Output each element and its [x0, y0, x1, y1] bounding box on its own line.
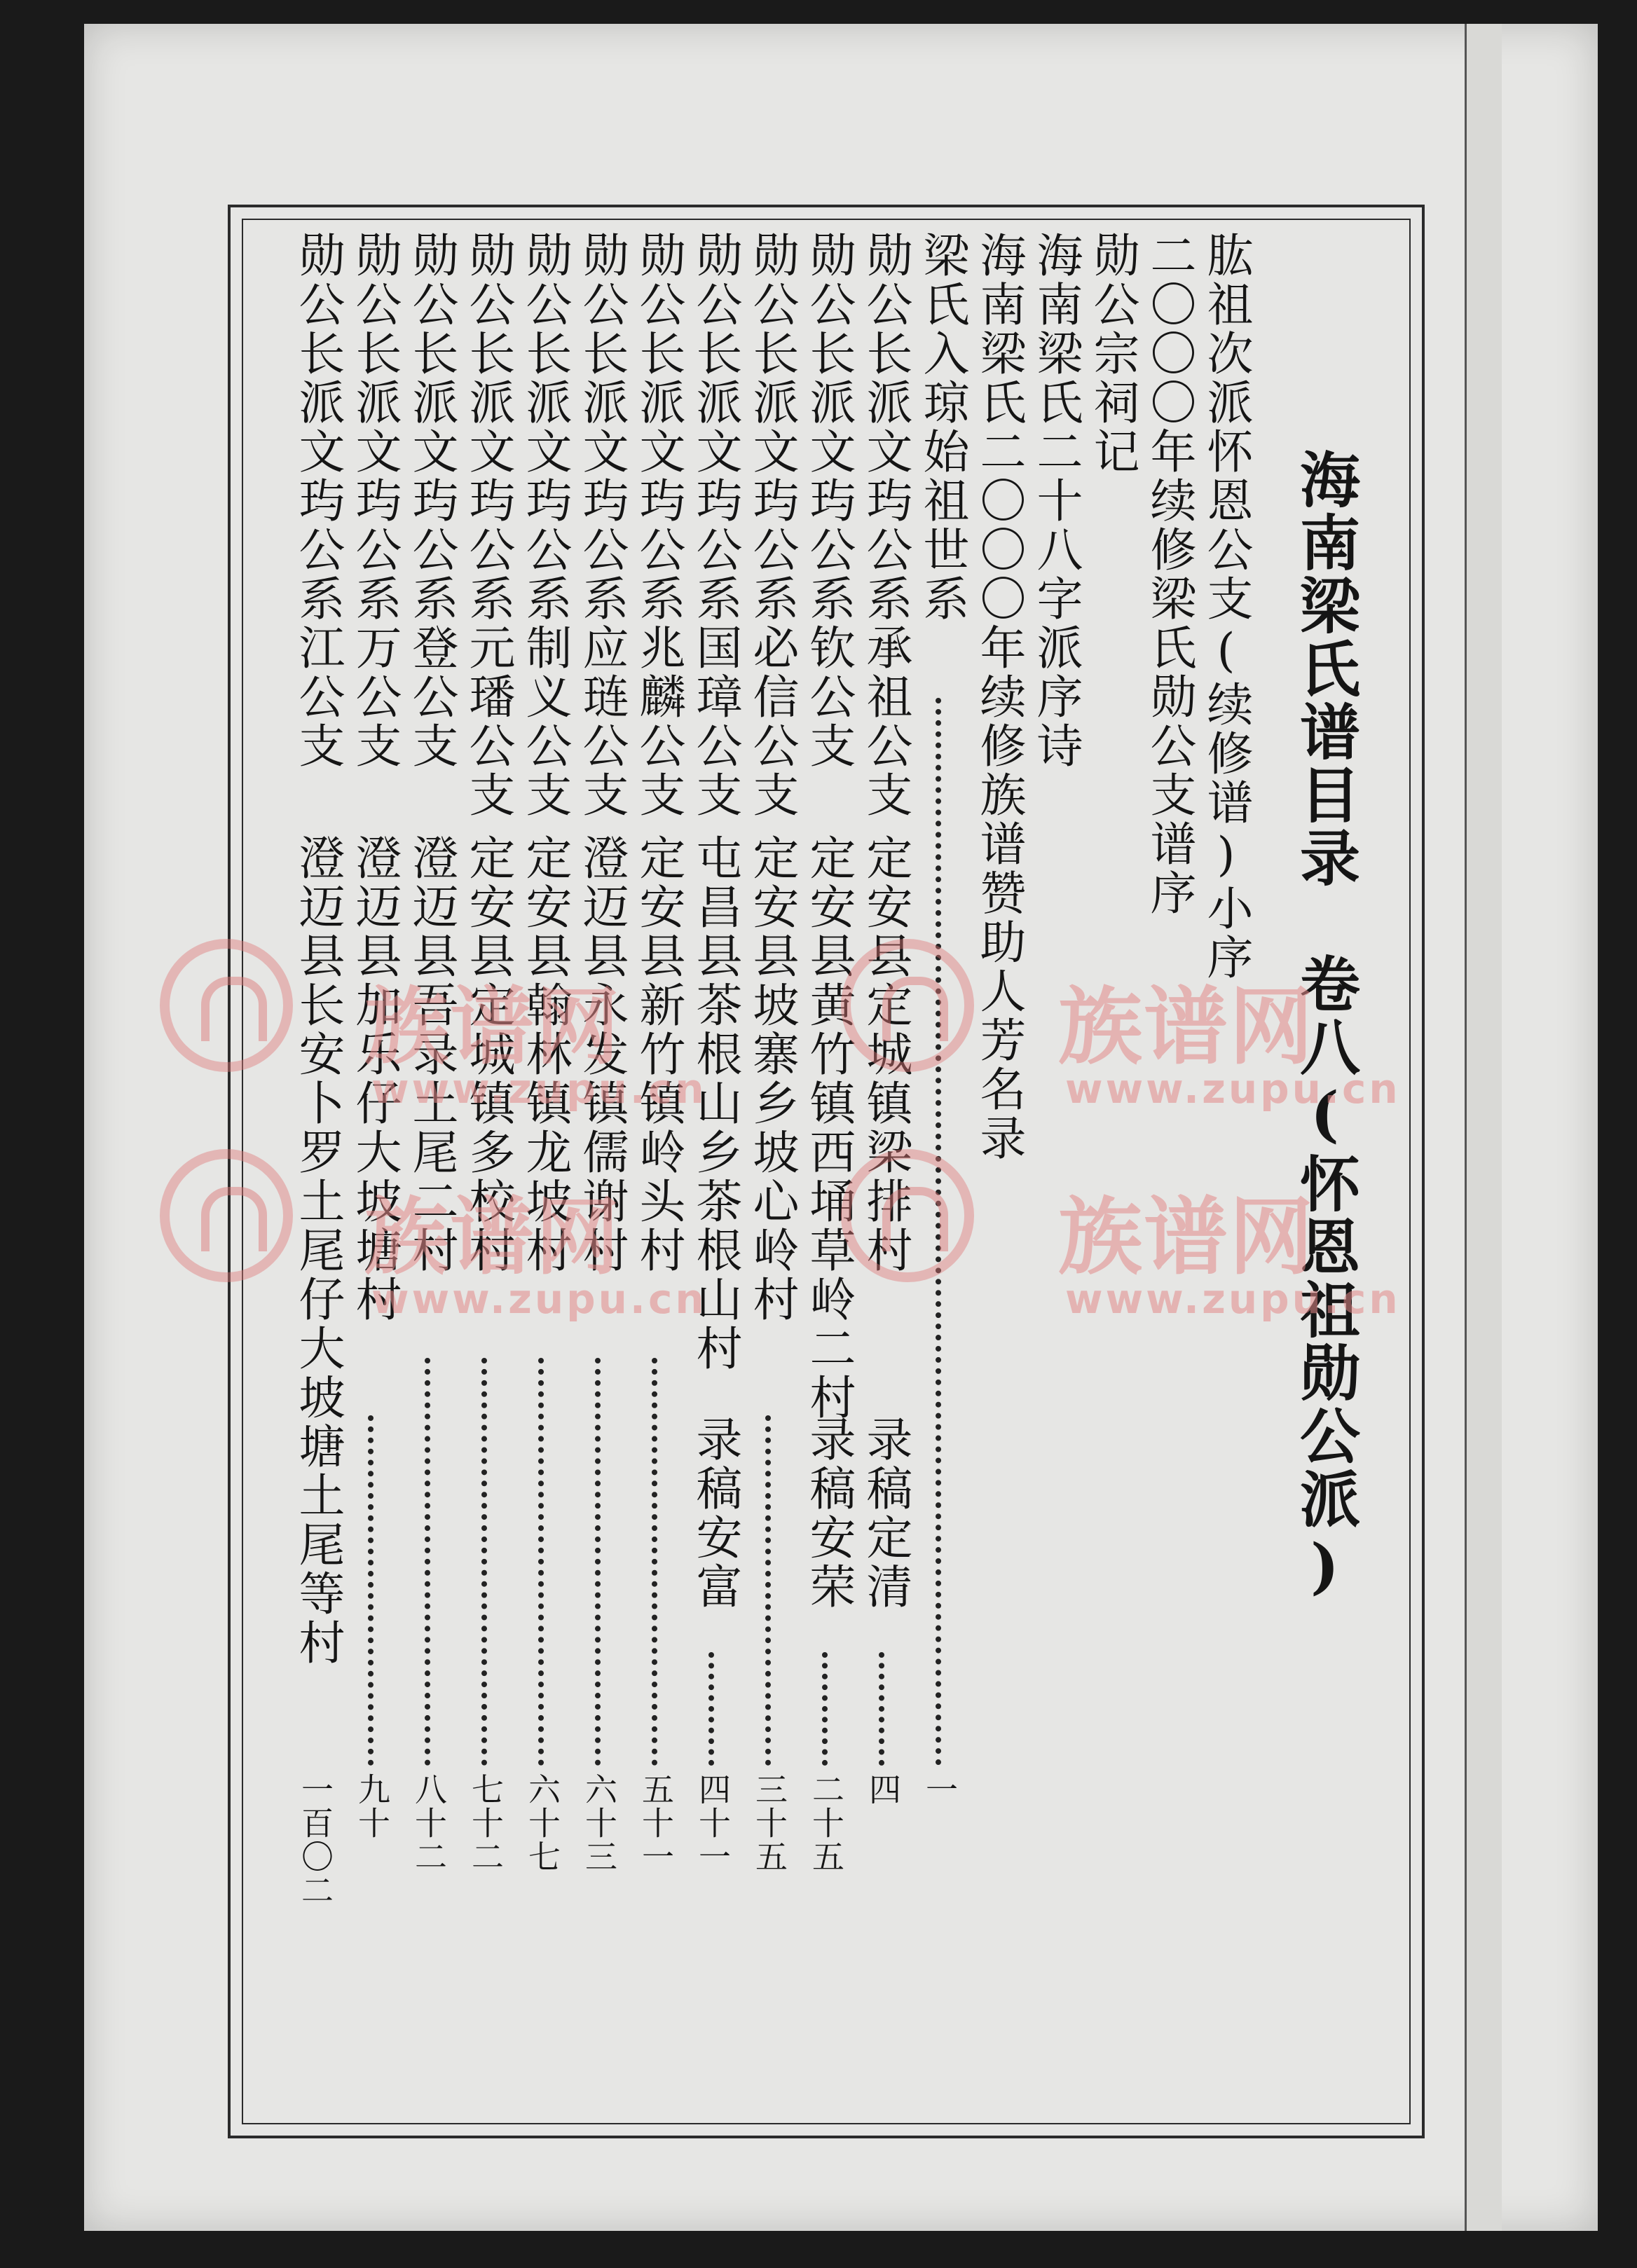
toc-entry-copyist: 录稿安荣 [802, 1415, 856, 1611]
toc-entry-title: 勋公长派文玙公系江公支 [291, 231, 345, 771]
toc-entry-title: 勋公长派文玙公系承祖公支 [858, 231, 912, 820]
toc-entry-title: 勋公长派文玙公系登公支 [404, 231, 458, 771]
toc-entry-title: 勋公长派文玙公系兆麟公支 [631, 231, 685, 820]
toc-page-number: 六十三 [580, 1773, 618, 1874]
watermark-logo: 族谱网 [364, 979, 621, 1076]
toc-entry-title: 勋公长派文玙公系万公支 [348, 231, 402, 771]
toc-page-number: 四 [864, 1773, 902, 1806]
toc-entry-title: 勋公长派文玙公系应琏公支 [575, 231, 629, 820]
toc-entry-title: 梁氏入琼始祖世系 [915, 231, 969, 624]
toc-entry-location: 屯昌县茶根山乡茶根山村 [688, 834, 742, 1373]
watermark-url: www.zupu.cn [371, 1065, 707, 1113]
toc-entry-copyist: 录稿定清 [858, 1415, 912, 1611]
toc-entry-title: 勋公长派文玙公系钦公支 [802, 231, 856, 771]
toc-leader-dots [879, 1652, 884, 1766]
watermark-url: www.zupu.cn [1065, 1275, 1401, 1323]
page-edge [1465, 24, 1502, 2231]
toc-leader-dots [595, 1358, 601, 1766]
watermark-logo: 族谱网 [364, 1189, 621, 1286]
watermark-url: www.zupu.cn [1065, 1065, 1401, 1113]
toc-entry-title: 肱祖次派怀恩公支(续修谱)小序 [1199, 231, 1253, 982]
watermark-seal-icon [841, 939, 974, 1072]
toc-entry-title: 勋公宗祠记 [1085, 231, 1139, 476]
toc-page-number: 九十 [353, 1773, 391, 1840]
toc-leader-dots [368, 1415, 374, 1766]
toc-page-number: 六十七 [523, 1773, 561, 1874]
toc-entry-title: 勋公长派文玙公系国璋公支 [688, 231, 742, 820]
toc-entry-title: 二〇〇〇年续修梁氏勋公支谱序 [1142, 231, 1196, 918]
toc-entry-title: 海南梁氏二十八字派序诗 [1029, 231, 1083, 771]
toc-entry-location: 定安县翰林镇龙坡村 [518, 834, 572, 1275]
toc-entry-location: 澄迈县长安卜罗土尾仔大坡塘土尾等村 [291, 834, 345, 1668]
toc-entry-copyist: 录稿安富 [688, 1415, 742, 1611]
toc-entry-location: 定安县黄竹镇西埇草岭二村 [802, 834, 856, 1422]
toc-page-number: 四十一 [694, 1773, 732, 1874]
toc-leader-dots [708, 1652, 714, 1766]
watermark-logo: 族谱网 [1058, 1189, 1315, 1286]
watermark-logo: 族谱网 [1058, 979, 1315, 1076]
toc-entry-title: 勋公长派文玙公系元璠公支 [461, 231, 515, 820]
toc-page-number: 二十五 [807, 1773, 845, 1874]
toc-page-number: 一百〇二 [296, 1773, 334, 1907]
toc-entry-location: 定安县定城镇梁排村 [858, 834, 912, 1275]
toc-entry-location: 澄迈县吾录土尾二村 [404, 834, 458, 1275]
toc-leader-dots [538, 1358, 544, 1766]
page-title: 海南梁氏谱目录 卷八(怀恩祖勋公派) [1289, 448, 1360, 1604]
toc-entry-location: 定安县坡寨乡坡心岭村 [745, 834, 799, 1324]
toc-page-number: 七十二 [467, 1773, 505, 1874]
toc-page-number: 三十五 [751, 1773, 788, 1874]
watermark-url: www.zupu.cn [371, 1275, 707, 1323]
toc-leader-dots [425, 1358, 430, 1766]
toc-leader-dots [652, 1358, 657, 1766]
toc-leader-dots [822, 1652, 828, 1766]
toc-entry-title: 勋公长派文玙公系必信公支 [745, 231, 799, 820]
watermark-seal-icon [160, 1149, 293, 1282]
toc-leader-dots [765, 1415, 771, 1766]
toc-page-number: 一 [921, 1773, 959, 1806]
toc-entry-title: 海南梁氏二〇〇〇年续修族谱赞助人芳名录 [972, 231, 1026, 1163]
toc-entry-location: 定安县新竹镇岭头村 [631, 834, 685, 1275]
watermark-seal-icon [160, 939, 293, 1072]
toc-leader-dots [481, 1358, 487, 1766]
watermark-seal-icon [841, 1149, 974, 1282]
toc-entry-location: 定安县定城镇多校村 [461, 834, 515, 1275]
toc-entry-location: 澄迈县永发镇儒谢村 [575, 834, 629, 1275]
toc-entry-title: 勋公长派文玙公系制义公支 [518, 231, 572, 820]
toc-entry-location: 澄迈县加乐仔大坡塘村 [348, 834, 402, 1324]
toc-page-number: 五十一 [637, 1773, 675, 1874]
toc-page-number: 八十二 [410, 1773, 448, 1874]
